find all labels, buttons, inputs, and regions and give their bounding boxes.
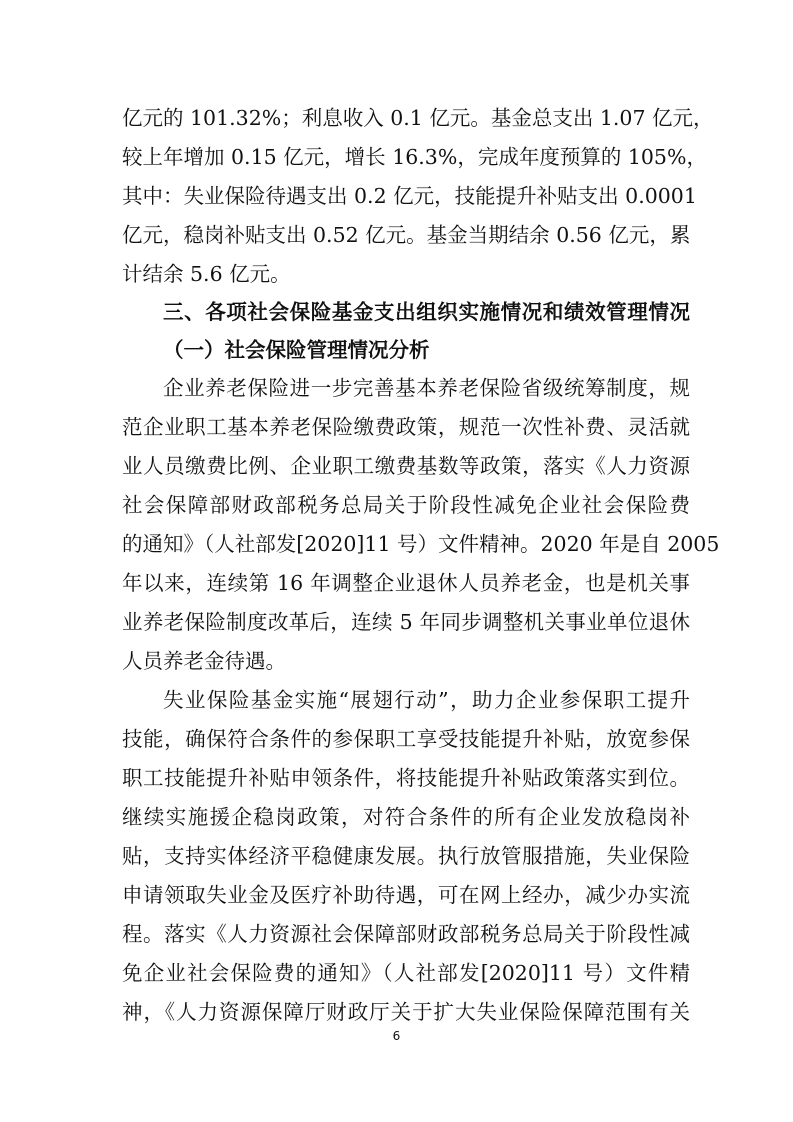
paragraph-2-line-1: 企业养老保险进一步完善基本养老保险省级统筹制度，规: [163, 376, 690, 400]
section-heading: 三、各项社会保险基金支出组织实施情况和绩效管理情况: [163, 300, 690, 324]
paragraph-3-line-2: 技能，确保符合条件的参保职工享受技能提升补贴，放宽参保: [122, 727, 690, 751]
paragraph-1-line-1: 亿元的 101.32%；利息收入 0.1 亿元。基金总支出 1.07 亿元，: [122, 106, 714, 130]
paragraph-2-line-6: 年以来，连续第 16 年调整企业退休人员养老金，也是机关事: [122, 571, 690, 595]
paragraph-3-line-3: 职工技能提升补贴申领条件，将技能提升补贴政策落实到位。: [122, 766, 690, 790]
paragraph-3-line-5: 贴，支持实体经济平稳健康发展。执行放管服措施，失业保险: [122, 844, 690, 868]
paragraph-1-line-3: 其中：失业保险待遇支出 0.2 亿元，技能提升补贴支出 0.0001: [122, 184, 697, 208]
paragraph-3-line-7: 程。落实《人力资源社会保障部财政部税务总局关于阶段性减: [122, 922, 690, 946]
paragraph-1-line-2: 较上年增加 0.15 亿元，增长 16.3%，完成年度预算的 105%，: [122, 145, 707, 169]
paragraph-3-line-4: 继续实施援企稳岗政策，对符合条件的所有企业发放稳岗补: [122, 805, 690, 829]
paragraph-3-line-9: 神，《人力资源保障厅财政厅关于扩大失业保险保障范围有关: [122, 1000, 690, 1024]
paragraph-2-line-7: 业养老保险制度改革后，连续 5 年同步调整机关事业单位退休: [122, 610, 690, 634]
paragraph-1-line-5: 计结余 5.6 亿元。: [122, 262, 291, 286]
paragraph-3-line-6: 申请领取失业金及医疗补助待遇，可在网上经办，减少办实流: [122, 883, 690, 907]
paragraph-3-line-8: 免企业社会保险费的通知》（人社部发[2020]11 号）文件精: [122, 961, 690, 985]
paragraph-2-line-4: 社会保障部财政部税务总局关于阶段性减免企业社会保险费: [122, 493, 690, 517]
page-number: 6: [392, 1029, 401, 1043]
paragraph-2-line-8: 人员养老金待遇。: [122, 649, 286, 673]
paragraph-2-line-2: 范企业职工基本养老保险缴费政策，规范一次性补费、灵活就: [122, 415, 690, 439]
paragraph-2-line-5: 的通知》（人社部发[2020]11 号）文件精神。2020 年是自 2005: [122, 532, 720, 556]
paragraph-2-line-3: 业人员缴费比例、企业职工缴费基数等政策，落实《人力资源: [122, 454, 690, 478]
paragraph-3-line-1: 失业保险基金实施“展翅行动”，助力企业参保职工提升: [163, 688, 690, 712]
paragraph-1-line-4: 亿元，稳岗补贴支出 0.52 亿元。基金当期结余 0.56 亿元，累: [122, 223, 691, 247]
subsection-heading: （一）社会保险管理情况分析: [163, 338, 430, 362]
